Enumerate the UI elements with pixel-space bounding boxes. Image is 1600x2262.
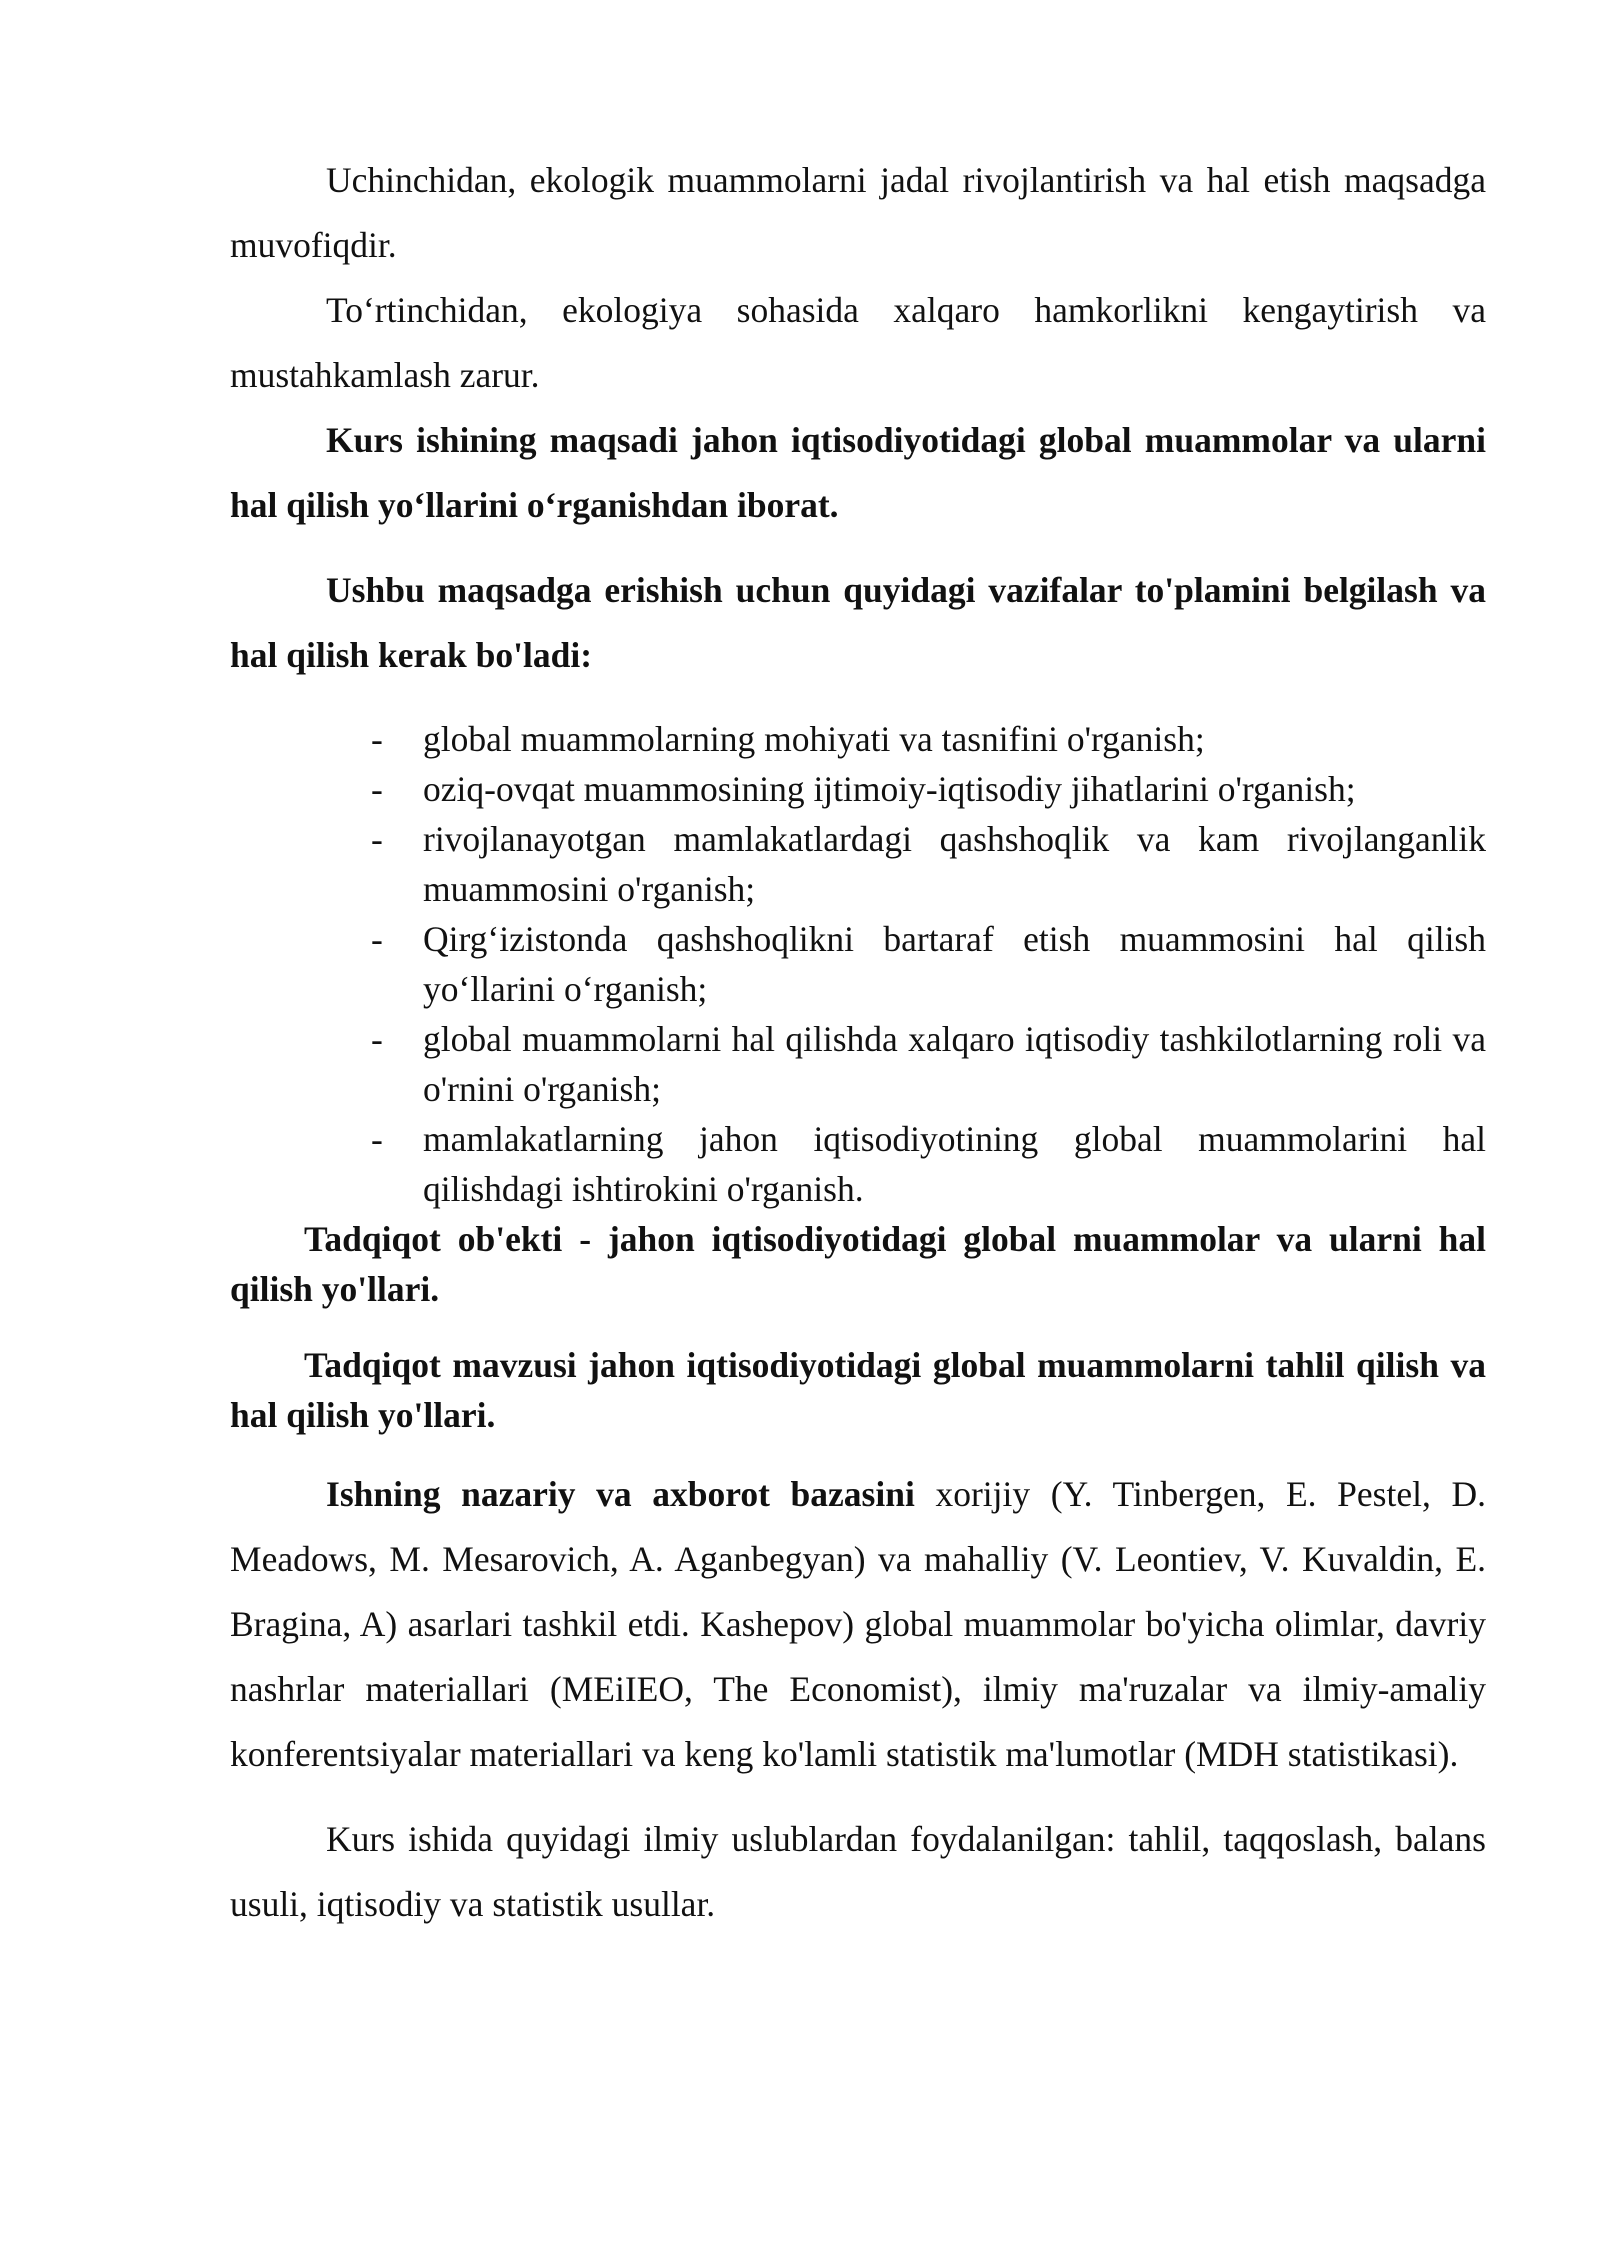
- bullet-dash: -: [371, 719, 383, 759]
- theoretical-base-lead: Ishning nazariy va axborot bazasini: [326, 1474, 915, 1514]
- bullet-dash: -: [371, 919, 383, 959]
- theoretical-base-text: xorijiy (Y. Tinbergen, E. Pestel, D. Meadows, M. Mesarovich, A. Aganbegyan) va mahalliy (V. Leontiev, V. Kuvaldin, E. Bragina, A) asarlari tashkil etdi. Kashepov) global muammolar bo'yicha olimlar, davriy nashrlar materiallari (MEiIEO, The Economist), ilmiy ma'ruzalar va ilmiy-amaliy konferentsiyalar materiallari va keng ko'lamli statistik ma'lumotlar (MDH statistikasi).: [230, 1474, 1486, 1774]
- paragraph-third-point: Uchinchidan, ekologik muammolarni jadal rivojlantirish va hal etish maqsadga muvofiqdir.: [230, 160, 1486, 265]
- paragraph-tasks-intro: Ushbu maqsadga erishish uchun quyidagi vazifalar to'plamini belgilash va hal qilish kerak bo'ladi:: [230, 570, 1486, 675]
- paragraph-theoretical-base: [230, 1462, 1486, 1787]
- bullet-dash: -: [371, 1119, 383, 1159]
- list-item: - mamlakatlarning jahon iqtisodiyotining global muammolarini hal qilishdagi ishtirokini o'rganish.: [423, 1114, 1486, 1214]
- bullet-dash: -: [371, 1019, 383, 1059]
- list-item: - Qirg‘izistonda qashshoqlikni bartaraf etish muammosini hal qilish yo‘llarini o‘rganish;: [423, 914, 1486, 1014]
- list-item: - global muammolarni hal qilishda xalqaro iqtisodiy tashkilotlarning roli va o'rnini o'rganish;: [423, 1014, 1486, 1114]
- paragraph-course-goal: Kurs ishining maqsadi jahon iqtisodiyotidagi global muammolar va ularni hal qilish yo‘llarini o‘rganishdan iborat.: [230, 420, 1486, 525]
- list-item: - rivojlanayotgan mamlakatlardagi qashshoqlik va kam rivojlanganlik muammosini o'rganish;: [423, 814, 1486, 914]
- bullet-dash: -: [371, 819, 383, 859]
- list-item: - global muammolarning mohiyati va tasnifini o'rganish;: [423, 714, 1486, 764]
- paragraph-methods: Kurs ishida quyidagi ilmiy uslublardan foydalanilgan: tahlil, taqqoslash, balans usuli, iqtisodiy va statistik usullar.: [230, 1819, 1486, 1924]
- task-list: [230, 714, 1486, 1214]
- paragraph-fourth-point: To‘rtinchidan, ekologiya sohasida xalqaro hamkorlikni kengaytirish va mustahkamlash zarur.: [230, 290, 1486, 395]
- document-page: [230, 148, 1486, 1937]
- list-item: - oziq-ovqat muammosining ijtimoiy-iqtisodiy jihatlarini o'rganish;: [423, 764, 1486, 814]
- bullet-dash: -: [371, 769, 383, 809]
- paragraph-research-subject: Tadqiqot mavzusi jahon iqtisodiyotidagi global muammolarni tahlil qilish va hal qilish yo'llari.: [230, 1345, 1486, 1435]
- paragraph-research-object: Tadqiqot ob'ekti - jahon iqtisodiyotidagi global muammolar va ularni hal qilish yo'llari.: [230, 1219, 1486, 1309]
